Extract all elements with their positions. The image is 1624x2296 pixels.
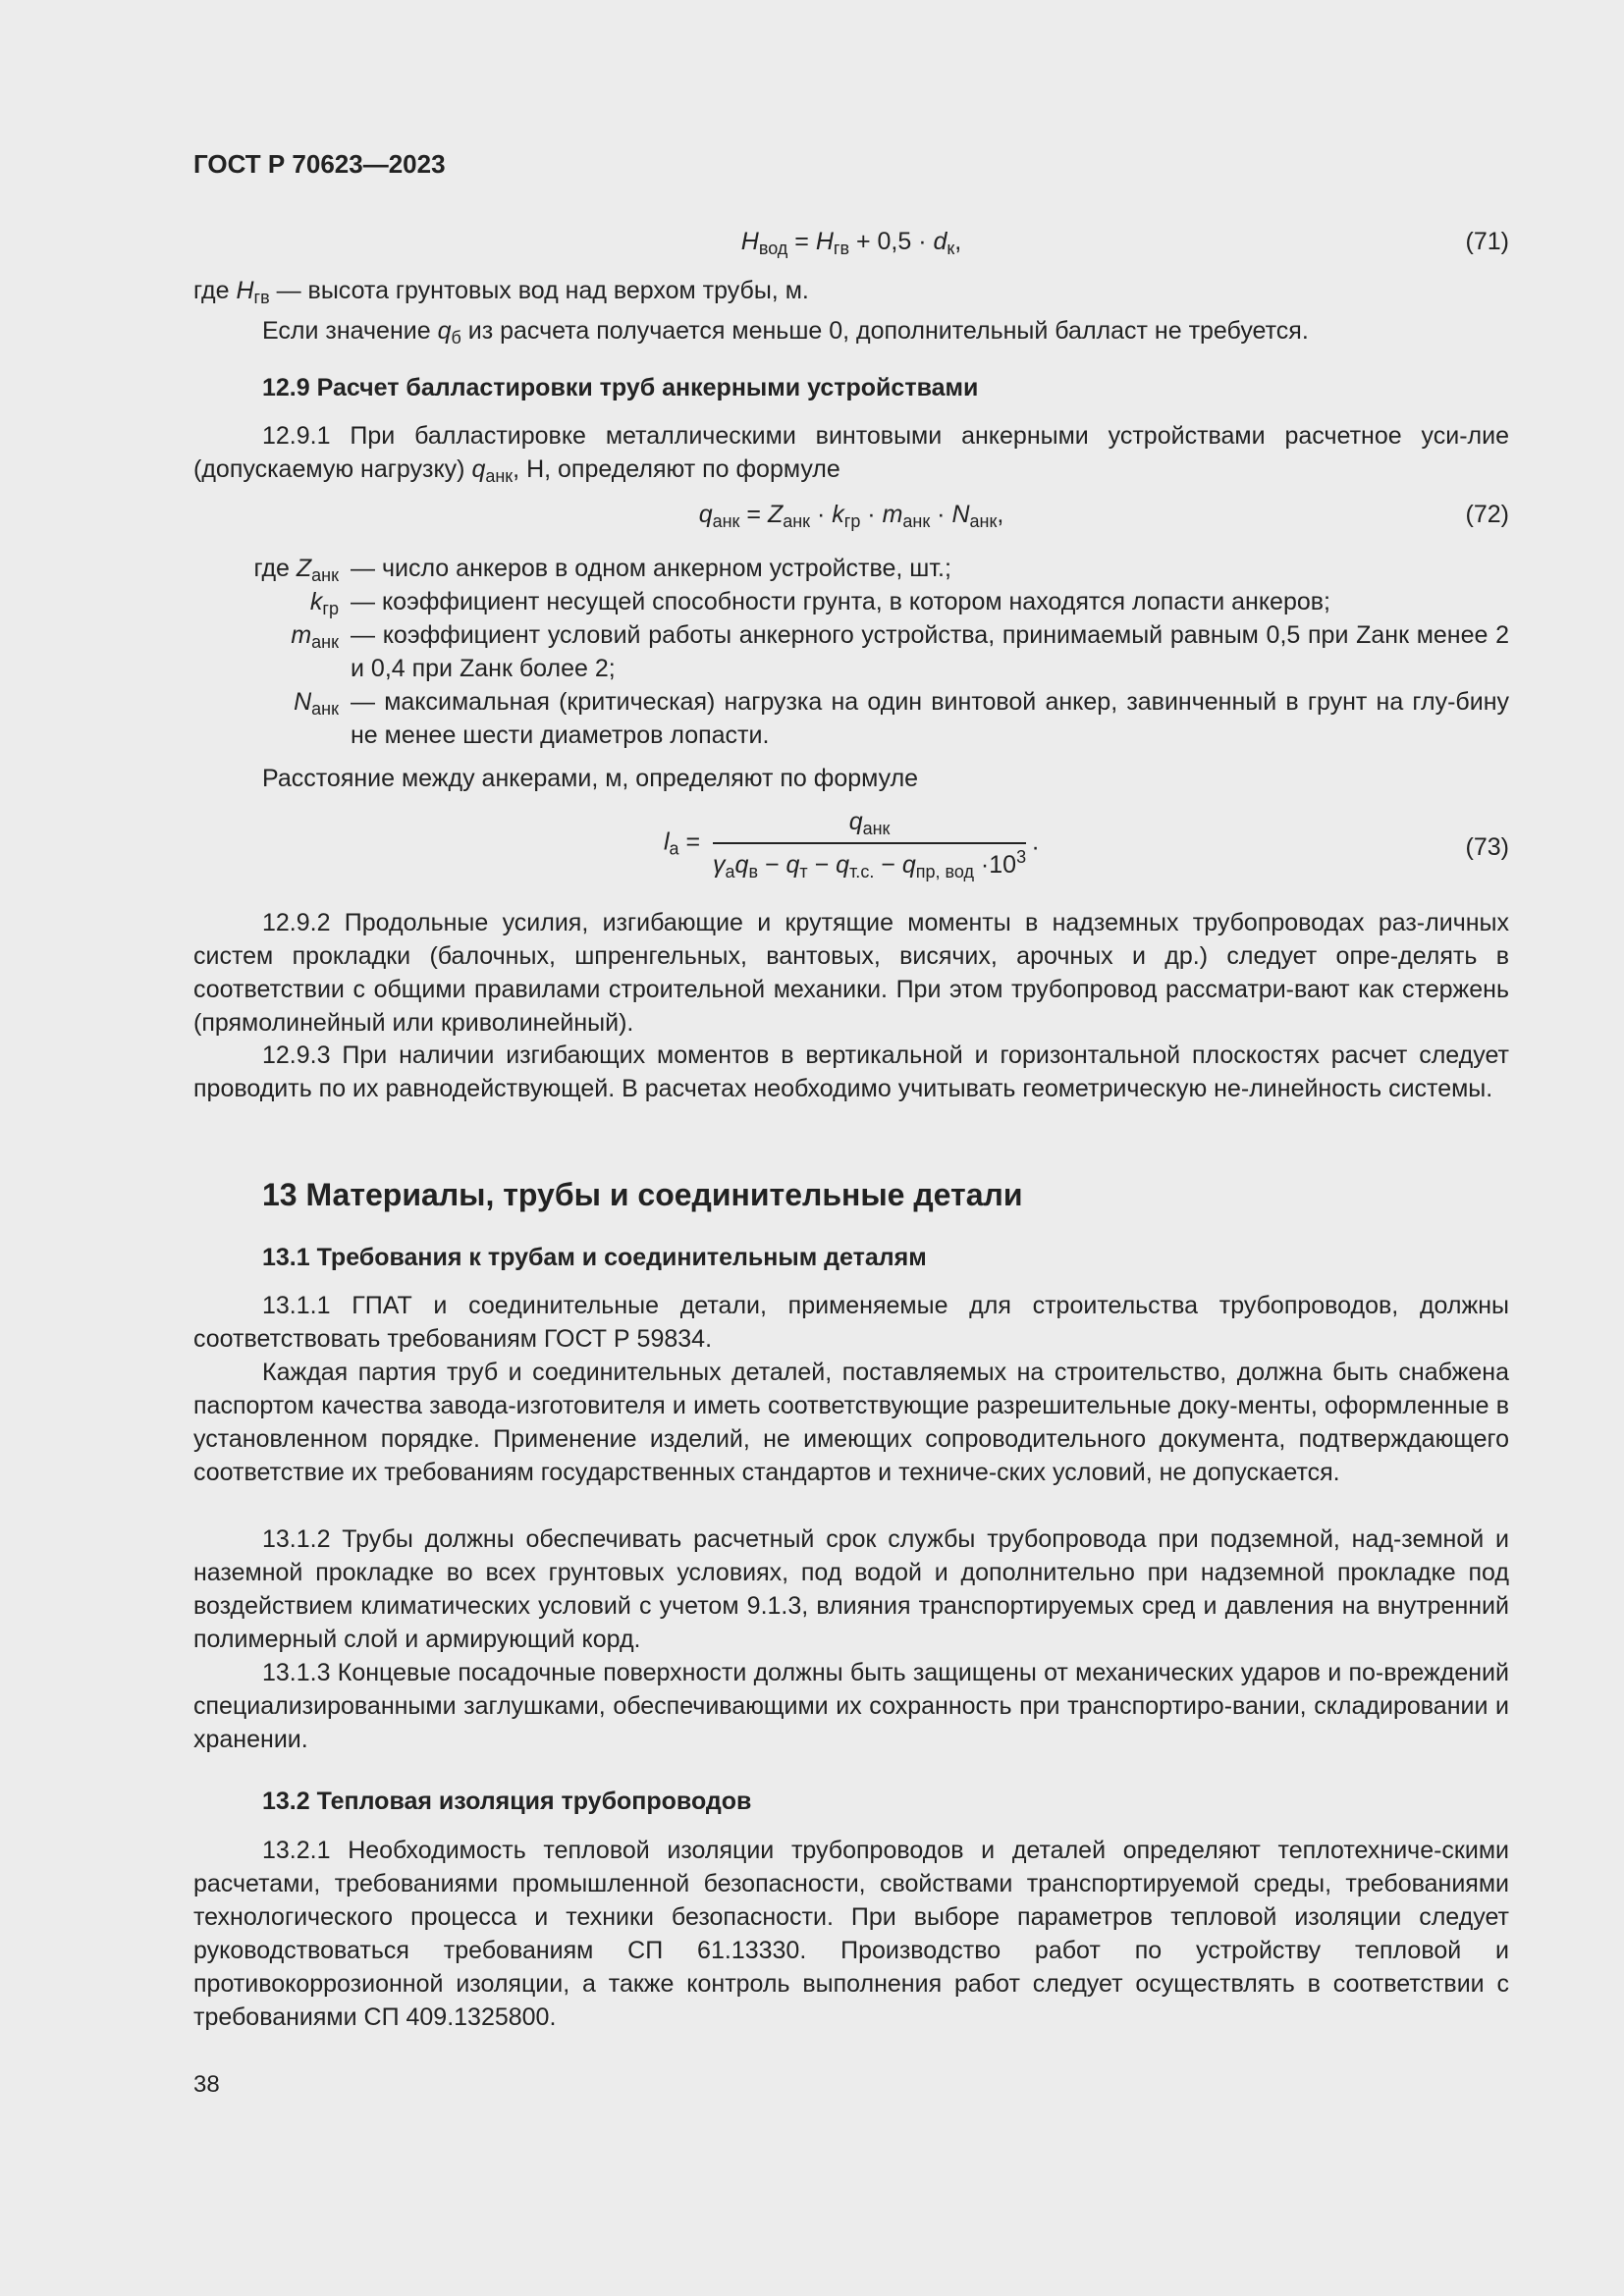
formula-number: (71)	[1465, 228, 1509, 255]
paragraph-13-1-2: 13.1.2 Трубы должны обеспечивать расчетный срок службы трубопровода при подземной, над-земной и наземной прокладке во всех грунтовых условиях, под водой и дополнительно при надземной прокладке под воздействием климатических условий с учетом 9.1.3, влияния транспортируемых сред и давления на внутренний полимерный слой и армирующий корд.	[193, 1525, 1509, 1653]
formula-number: (73)	[1465, 833, 1509, 861]
paragraph-12-9-3: 12.9.3 При наличии изгибающих моментов в вертикальной и горизонтальной плоскостях расчет следует проводить по их равнодействующей. В расчетах необходимо учитывать геометрическую не-линейность системы.	[193, 1041, 1509, 1102]
paragraph-each-batch: Каждая партия труб и соединительных деталей, поставляемых на строительство, должна быть снабжена паспортом качества завода-изготовителя и иметь соответствующие разрешительные доку-менты, оформленные в установленном порядке. Применение изделий, не имеющих сопроводительного документа, подтверждающего соответствие их требованиям государственных стандартов и техниче-ских условий, не допускается.	[193, 1359, 1509, 1486]
paragraph-12-9-1: 12.9.1 При балластировке металлическими винтовыми анкерными устройствами расчетное уси-лие (допускаемую нагрузку) $q_{анк}$, Н, определяют по формуле	[193, 422, 1509, 486]
paragraph-distance: Расстояние между анкерами, м, определяют по формуле	[262, 765, 919, 792]
paragraph-13-1-1: 13.1.1 ГПАТ и соединительные детали, применяемые для строительства трубопроводов, должны соответствовать требованиям ГОСТ Р 59834.	[193, 1292, 1509, 1353]
formula-73: $l_a$ = $\frac{q_{анк}}{\gamma_aq_в - q_т - q_{т.с.} - q_{пр, вод} \cdot 10^3}$ . (73)	[193, 805, 1509, 898]
formula-71: $H_{вод} = H_{гв} + 0,5 \cdot d_к$, (71)	[193, 225, 1509, 264]
definition-row: где $Z_{анк}$ — число анкеров в одном анкерном устройстве, шт.;	[253, 555, 951, 585]
definition-row: $N_{анк}$ — максимальная (критическая) нагрузка на один винтовой анкер, завинченный в грунт на глу-бину не менее шести диаметров лопасти.	[294, 688, 1509, 749]
formula-72-definitions	[193, 552, 1509, 752]
paragraph-12-9-2: 12.9.2 Продольные усилия, изгибающие и крутящие моменты в надземных трубопроводах раз-личных систем прокладки (балочных, шпренгельных, вантовых, висячих, арочных и др.) следует опре-делять в соответствии с общими правилами строительной механики. При этом трубопровод рассматри-вают как стержень (прямолинейный или криволинейный).	[193, 909, 1509, 1037]
paragraph-q6: Если значение $q_б$ из расчета получается меньше 0, дополнительный балласт не требуется.	[262, 317, 1309, 347]
page-number: 38	[193, 2071, 220, 2098]
definition-row: $k_{гр}$ — коэффициент несущей способности грунта, в котором находятся лопасти анкеров;	[309, 588, 1330, 618]
document-header: ГОСТ Р 70623—2023	[193, 149, 446, 179]
section-heading-13: 13 Материалы, трубы и соединительные детали	[262, 1177, 1023, 1212]
paragraph-13-2-1: 13.2.1 Необходимость тепловой изоляции трубопроводов и деталей определяют теплотехниче-скими расчетами, требованиями промышленной безопасности, свойствами транспортируемой среды, требованиями технологического процесса и техники безопасности. При выборе параметров тепловой изоляции следует руководствоваться требованиям СП 61.13330. Производство работ по устройству тепловой и противокоррозионной изоляции, а также контроль выполнения работ следует осуществлять в соответствии с требованиями СП 409.1325800.	[193, 1837, 1509, 2031]
fraction: $\frac{q_{анк}}{\gamma_aq_в - q_т - q_{т.с.} - q_{пр, вод} \cdot 10^3}$	[713, 805, 1026, 881]
section-heading-12-9: 12.9 Расчет балластировки труб анкерными устройствами	[262, 374, 979, 401]
formula-number: (72)	[1465, 501, 1509, 528]
section-heading-13-1: 13.1 Требования к трубам и соединительным деталям	[262, 1244, 927, 1271]
formula-71-where: где $H_{гв}$ — высота грунтовых вод над верхом трубы, м.	[193, 277, 809, 307]
definition-row: $m_{анк}$ — коэффициент условий работы анкерного устройства, принимаемый равным 0,5 при Zанк менее 2 и 0,4 при Zанк более 2;	[291, 621, 1510, 682]
paragraph-13-1-3: 13.1.3 Концевые посадочные поверхности должны быть защищены от механических ударов и по-вреждений специализированными заглушками, обеспечивающими их сохранность при транспортиро-вании, складировании и хранении.	[193, 1659, 1509, 1753]
section-heading-13-2: 13.2 Тепловая изоляция трубопроводов	[262, 1788, 752, 1815]
formula-72: $q_{анк} = Z_{анк} \cdot k_{гр} \cdot m_{анк} \cdot N_{анк}$, (72)	[193, 498, 1509, 537]
